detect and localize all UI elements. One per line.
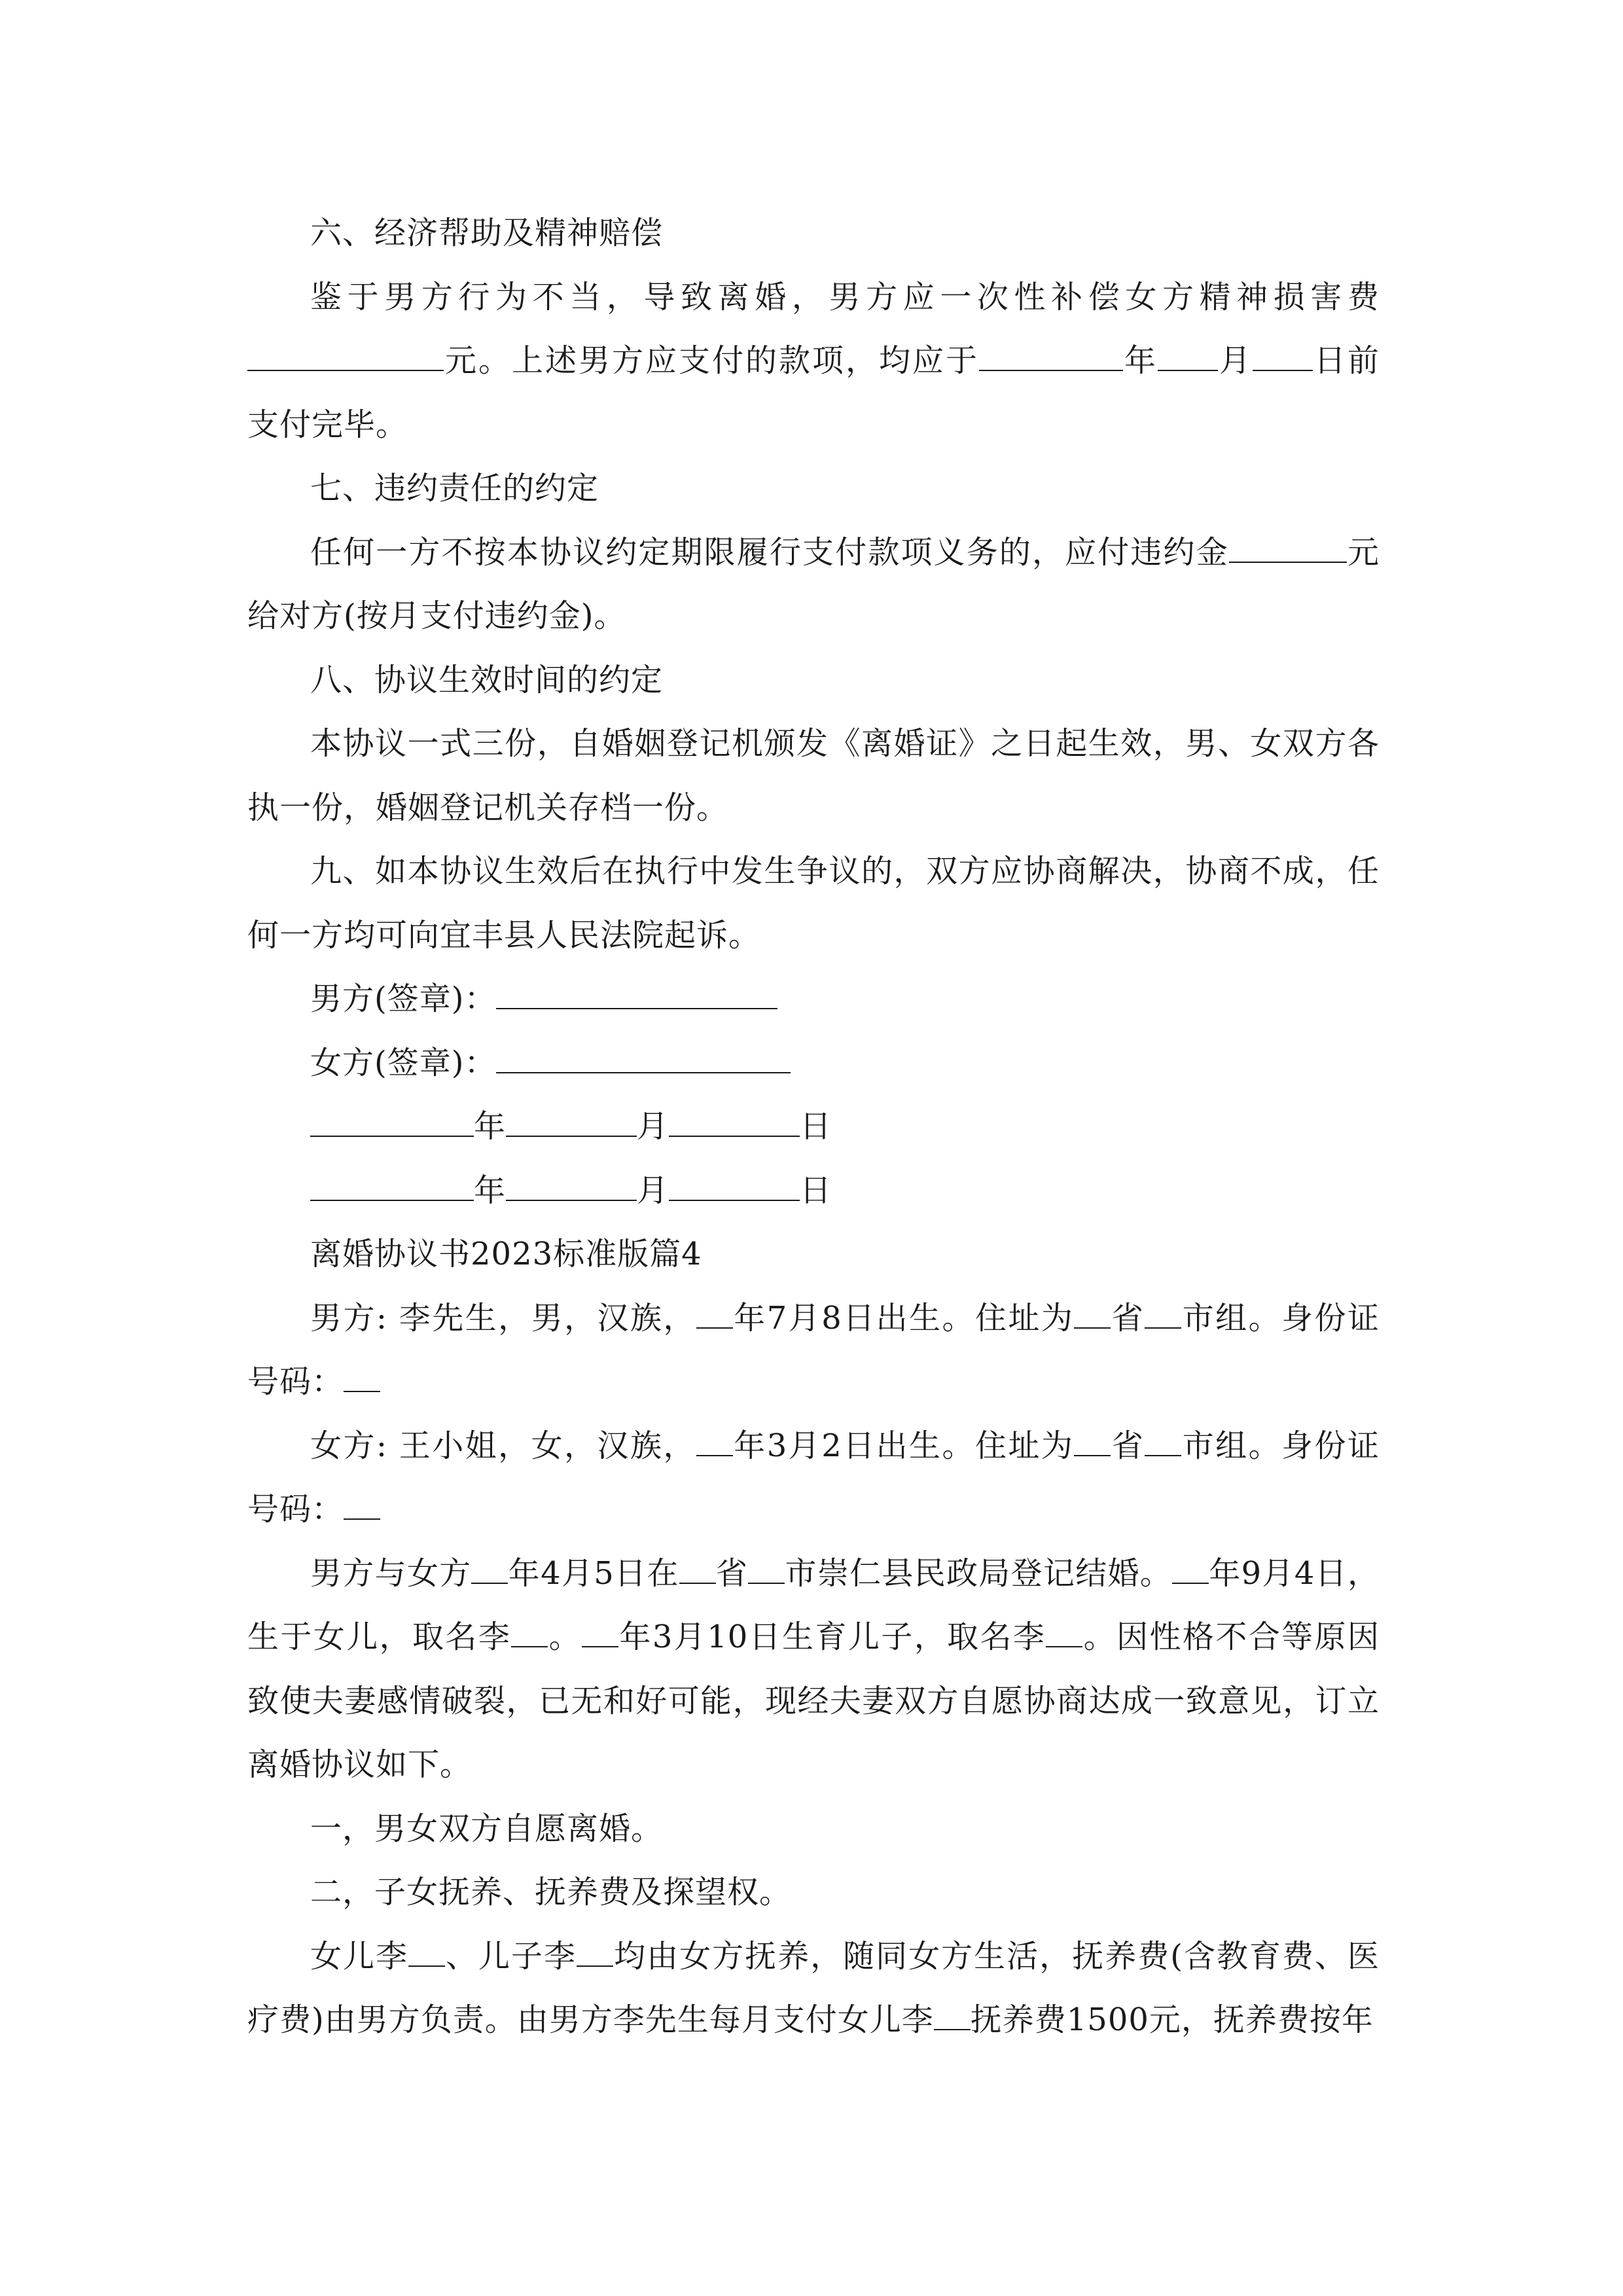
section6-text-b: 元。上述男方应支付的款项，均应于 [444,342,979,379]
marriage-text-a: 男方与女方 [310,1554,472,1592]
section7-text-b: 元给对方(按月支付违约金)。 [247,533,1380,634]
male-party-text-a: 男方: 李先生，男，汉族， [310,1299,696,1336]
section6-heading [247,202,1380,266]
marriage-text-e: 年9月4日，生于女儿，取名李 [247,1554,1380,1655]
male-signature-line [247,967,1380,1031]
marriage-paragraph [247,1542,1380,1797]
blank-male-id[interactable] [344,1352,380,1392]
date1-month-field[interactable] [506,1096,637,1137]
blank-daughter-birth-year[interactable] [1172,1543,1209,1584]
item2-paragraph [247,1861,1380,1925]
blank-payment-day[interactable] [1253,331,1313,371]
section7-heading-text: 七、违约责任的约定 [310,470,599,507]
document-body [247,202,1380,2053]
section7-text-a: 任何一方不按本协议约定期限履行支付款项义务的，应付违约金 [310,533,1229,571]
blank-female-province[interactable] [1074,1416,1111,1456]
date2-month-field[interactable] [506,1160,637,1201]
blank-daughter-name-2[interactable] [408,1926,445,1967]
marriage-text-c: 省 [715,1554,749,1592]
marriage-text-b: 年4月5日在 [508,1554,679,1592]
date1-year-field[interactable] [310,1096,474,1137]
blank-male-province[interactable] [1074,1288,1111,1329]
female-party-paragraph [247,1414,1380,1542]
part4-title [247,1223,1380,1287]
section7-paragraph [247,521,1380,649]
blank-marriage-city[interactable] [748,1543,785,1584]
date2-month-label: 月 [637,1172,669,1209]
child-text-a: 女儿李 [310,1937,409,1975]
male-party-paragraph [247,1287,1380,1414]
female-party-text-b: 年3月2日出生。住址为 [732,1427,1075,1464]
female-signature-label: 女方(签章)： [310,1044,497,1081]
female-party-text-d: 市组。身份证号码： [247,1427,1380,1528]
blank-female-birth-year[interactable] [696,1416,733,1456]
section6-paragraph [247,266,1380,457]
blank-daughter-name-3[interactable] [934,1990,971,2030]
date2-day-field[interactable] [669,1160,800,1201]
male-signature-label: 男方(签章)： [310,980,497,1017]
marriage-text-g: 年3月10日生育儿子，取名李 [618,1619,1046,1655]
blank-payment-year[interactable] [979,331,1123,371]
male-party-text-c: 省 [1111,1299,1145,1336]
female-signature-field[interactable] [496,1033,791,1073]
blank-marriage-year[interactable] [471,1543,508,1584]
date2-year-label: 年 [474,1172,507,1209]
blank-male-birth-year[interactable] [696,1288,733,1329]
female-signature-line [247,1031,1380,1096]
item2-text: 二，子女抚养、抚养费及探望权。 [310,1874,792,1910]
item1-text: 一，男女双方自愿离婚。 [310,1810,664,1847]
child-text-c: 均由女方抚养，随同女方生活，抚养费(含教育费、医疗费)由男方负责。由男方李先生每月支付女儿李 [247,1937,1380,2038]
date1-day-field[interactable] [669,1096,800,1137]
section9-paragraph [247,840,1380,967]
part4-title-text: 离婚协议书2023标准版篇4 [310,1236,702,1272]
blank-son-birth-year[interactable] [582,1607,618,1647]
child-support-paragraph [247,1925,1380,2053]
child-text-d: 抚养费1500元，抚养费按年 [970,2001,1374,2038]
date1-day-label: 日 [800,1108,832,1145]
child-text-b: 、儿子李 [445,1937,577,1975]
male-party-text-b: 年7月8日出生。住址为 [732,1299,1075,1336]
marriage-text-f: 。 [548,1619,582,1655]
blank-male-city[interactable] [1145,1288,1181,1329]
blank-female-city[interactable] [1145,1416,1181,1456]
marriage-text-d: 市崇仁县民政局登记结婚。 [785,1554,1173,1592]
section6-text-a: 鉴于男方行为不当，导致离婚，男方应一次性补偿女方精神损害费 [310,278,1380,315]
date-line-2 [247,1159,1380,1223]
blank-penalty-amount[interactable] [1229,522,1347,563]
section6-day-label: 日前支付完毕。 [247,342,1380,443]
date2-year-field[interactable] [310,1160,474,1201]
section6-year-label: 年 [1122,342,1158,379]
female-party-text-a: 女方: 王小姐，女，汉族， [310,1427,696,1464]
marriage-text-h: 。因性格不合等原因致使夫妻感情破裂，已无和好可能，现经夫妻双方自愿协商达成一致意见，订立离婚协议如下。 [247,1619,1380,1783]
date2-day-label: 日 [800,1172,832,1209]
blank-son-name[interactable] [1046,1607,1082,1647]
blank-female-id[interactable] [344,1479,380,1520]
section9-text: 九、如本协议生效后在执行中发生争议的，双方应协商解决，协商不成，任何一方均可向宜丰县人民法院起诉。 [247,853,1380,954]
section8-paragraph [247,712,1380,840]
section8-heading [247,649,1380,713]
section6-month-label: 月 [1217,342,1253,379]
section7-heading [247,457,1380,521]
date-line-1 [247,1095,1380,1159]
male-party-text-d: 市组。身份证号码： [247,1299,1380,1400]
blank-payment-month[interactable] [1158,331,1218,371]
blank-compensation-amount[interactable] [247,331,444,371]
section8-heading-text: 八、协议生效时间的约定 [310,661,664,698]
item1-paragraph [247,1797,1380,1861]
section8-text: 本协议一式三份，自婚姻登记机颁发《离婚证》之日起生效，男、女双方各执一份，婚姻登记机关存档一份。 [247,725,1380,826]
date1-year-label: 年 [474,1108,507,1145]
blank-marriage-province[interactable] [679,1543,716,1584]
blank-daughter-name[interactable] [511,1607,548,1647]
female-party-text-c: 省 [1111,1427,1145,1464]
blank-son-name-2[interactable] [577,1926,613,1967]
male-signature-field[interactable] [496,969,777,1009]
date1-month-label: 月 [637,1108,669,1145]
section6-heading-text: 六、经济帮助及精神赔偿 [310,215,664,251]
